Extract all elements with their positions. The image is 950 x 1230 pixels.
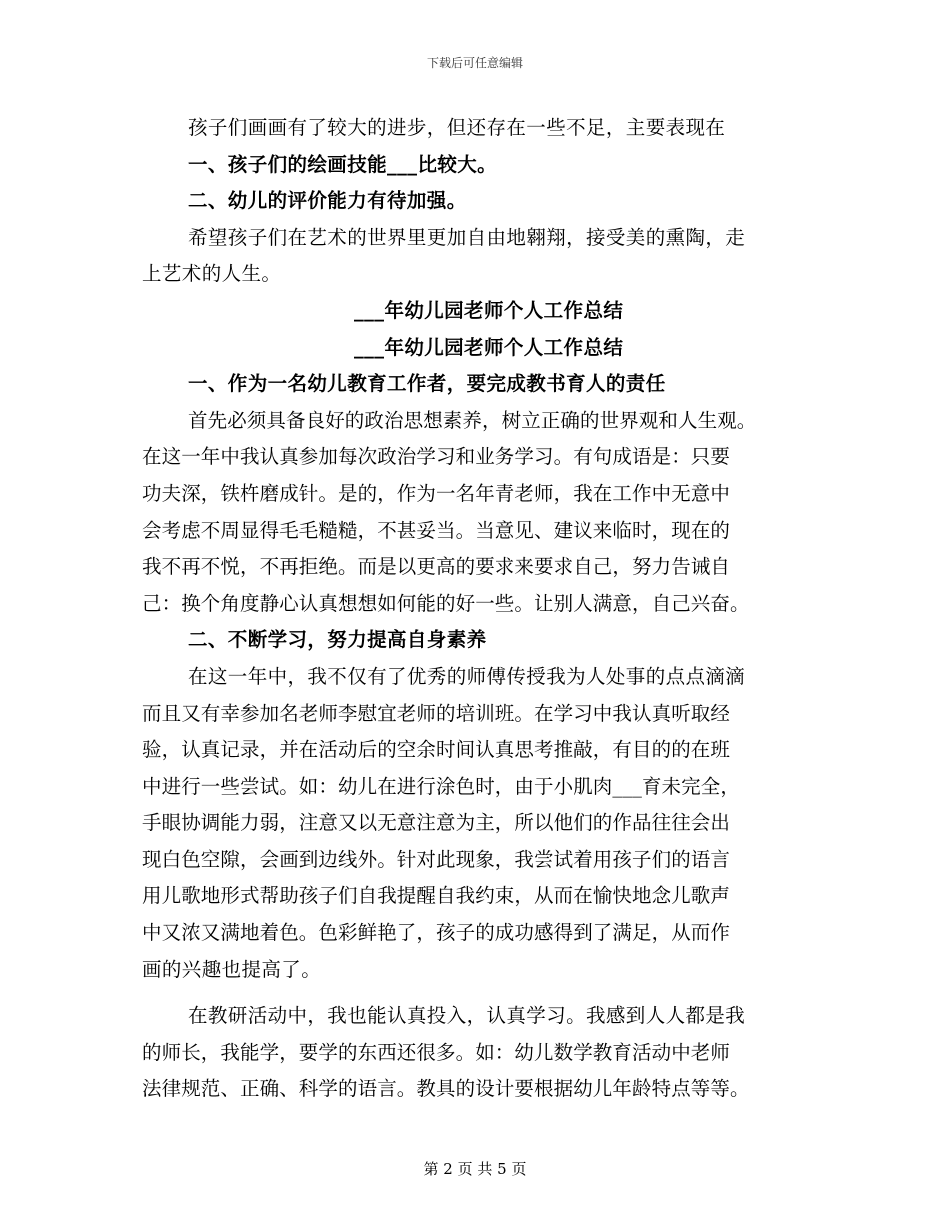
section-heading: 二、不断学习，努力提高自身素养 [188, 628, 487, 652]
paragraph-line: 孩子们画画有了较大的进步，但还存在一些不足，主要表现在 [188, 116, 726, 139]
paragraph-line: 在这一年中，我不仅有了优秀的师傅传授我为人处事的点点滴滴 [188, 664, 746, 688]
section-title: ___年幼儿园老师个人工作总结 [354, 298, 624, 322]
paragraph-line: 在教研活动中，我也能认真投入，认真学习。我感到人人都是我 [188, 1004, 746, 1028]
paragraph-line: 功夫深，铁杵磨成针。是的，作为一名年青老师，我在工作中无意中 [142, 481, 731, 505]
paragraph-line: 中又浓又满地着色。色彩鲜艳了，孩子的成功感得到了满足，从而作 [142, 921, 731, 945]
paragraph-line: 我不再不悦，不再拒绝。而是以更高的要求来要求自己，努力告诫自 [142, 555, 731, 579]
paragraph-line: 的师长，我能学，要学的东西还很多。如：幼儿数学教育活动中老师 [142, 1040, 731, 1064]
document-body [142, 110, 814, 1108]
paragraph-line: 上艺术的人生。 [142, 262, 282, 286]
list-item-heading: 二、幼儿的评价能力有待加强。 [188, 189, 467, 213]
paragraph-line: 现白色空隙，会画到边线外。针对此现象，我尝试着用孩子们的语言 [142, 847, 731, 871]
paragraph-line: 手眼协调能力弱，注意又以无意注意为主，所以他们的作品往往会出 [142, 811, 731, 835]
paragraph-line: 首先必须具备良好的政治思想素养，树立正确的世界观和人生观。 [188, 408, 757, 432]
paragraph-line: 在这一年中我认真参加每次政治学习和业务学习。有句成语是：只要 [142, 445, 731, 469]
paragraph-line: 会考虑不周显得毛毛糙糙，不甚妥当。当意见、建议来临时，现在的 [142, 518, 731, 542]
paragraph-line: 中进行一些尝试。如：幼儿在进行涂色时，由于小肌肉___育未完全， [142, 774, 740, 798]
section-subtitle: ___年幼儿园老师个人工作总结 [354, 335, 624, 359]
paragraph-line: 己：换个角度静心认真想想如何能的好一些。让别人满意，自己兴奋。 [142, 591, 750, 615]
page-header: 下载后可任意编辑 [426, 56, 523, 70]
list-item-heading: 一、孩子们的绘画技能___比较大。 [188, 152, 498, 176]
paragraph-line: 法律规范、正确、科学的语言。教具的设计要根据幼儿年龄特点等等。 [142, 1077, 750, 1101]
paragraph-line: 验，认真记录，并在活动后的空余时间认真思考推敲，有目的的在班 [142, 738, 731, 762]
paragraph-gap [142, 988, 814, 998]
paragraph-line: 希望孩子们在艺术的世界里更加自由地翱翔，接受美的熏陶，走 [188, 225, 746, 249]
section-heading: 一、作为一名幼儿教育工作者，要完成教书育人的责任 [188, 372, 666, 396]
page-footer: 第 2 页 共 5 页 [423, 1160, 527, 1178]
paragraph-line: 画的兴趣也提高了。 [142, 957, 322, 981]
paragraph-line: 而且又有幸参加名老师李慰宜老师的培训班。在学习中我认真听取经 [142, 701, 731, 725]
paragraph-line: 用儿歌地形式帮助孩子们自我提醒自我约束，从而在愉快地念儿歌声 [142, 884, 731, 908]
